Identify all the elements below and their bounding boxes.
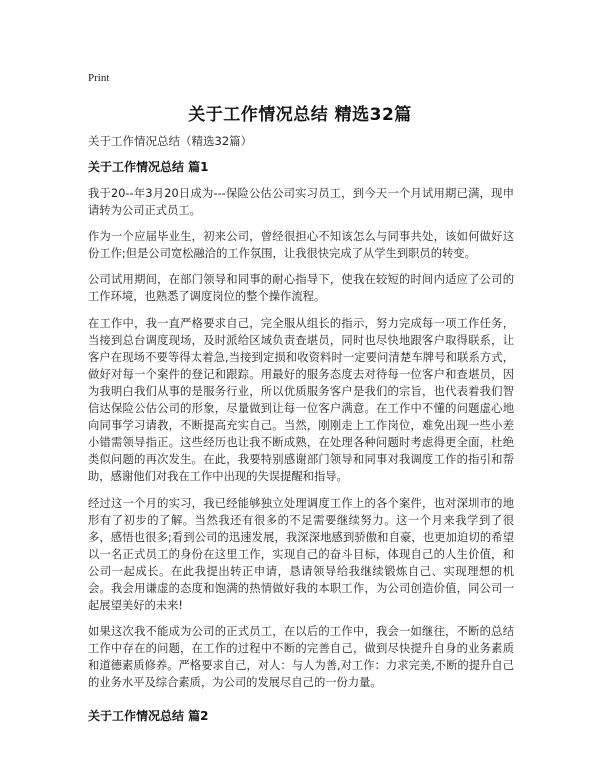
document-subtitle: 关于工作情况总结（精选32篇） [88, 134, 253, 148]
paragraph-6: 如果这次我不能成为公司的正式员工，在以后的工作中，我会一如继往，不断的总结工作中存在的问题，在工作的过程中不断的完善自己，做到尽快提升自身的业务素质和道德素质修养。严格要求自己，对人：与人为善,对工作：力求完美,不断的提升自己的业务水平及综合素质，为公司的发展尽自己的一份力量。 [88, 625, 514, 690]
section-heading-1: 关于工作情况总结 篇1 [88, 160, 209, 174]
document-body [88, 158, 514, 734]
paragraph-3: 公司试用期间，在部门领导和同事的耐心指导下，使我在较短的时间内适应了公司的工作环境，也熟悉了调度岗位的整个操作流程。 [88, 273, 514, 304]
paragraph-2: 作为一个应届毕业生，初来公司，曾经很担心不知该怎么与同事共处，该如何做好这份工作;但是公司宽松融洽的工作氛围，让我很快完成了从学生到职员的转变。 [88, 230, 514, 261]
section-heading-2: 关于工作情况总结 篇2 [88, 708, 209, 723]
print-label: Print [88, 72, 110, 84]
paragraph-1: 我于20--年3月20日成为---保险公估公司实习员工，到今天一个月试用期已满，现申请转为公司正式员工。 [88, 187, 514, 218]
page-title: 关于工作情况总结 精选32篇 [188, 105, 412, 125]
paragraph-5: 经过这一个月的实习，我已经能够独立处理调度工作上的各个案件，也对深圳市的地形有了初步的了解。当然我还有很多的不足需要继续努力。这一个月来我学到了很多，感悟也很多;看到公司的迅速发展，我深深地感到骄傲和自豪，也更加迫切的希望以一名正式员工的身份在这里工作，实现自己的奋斗目标，体现自己的人生价值，和公司一起成长。在此我提出转正申请，恳请领导给我继续锻炼自己、实现理想的机会。我会用谦虚的态度和饱满的热情做好我的本职工作，为公司创造价值，同公司一起展望美好的未来! [88, 496, 514, 613]
paragraph-4: 在工作中，我一直严格要求自己，完全服从组长的指示，努力完成每一项工作任务，当接到总台调度现场，及时派给区域负责查堪员，同时也尽快地跟客户取得联系，让客户在现场不要等得太着急,当接到定损和收资料时一定要问清楚车牌号和联系方式，做好对每一个案件的登记和跟踪。用最好的服务态度去对待每一位客户和查堪员，因为我明白我们从事的是服务行业，所以优质服务客户是我们的宗旨，也代表着我们智信达保险公估公司的形象，尽量做到让每一位客户满意。在工作中不懂的问题虚心地向同事学习请教，不断提高充实自己。当然，刚刚走上工作岗位，难免出现一些小差小错需领导指正。这些经历也让我不断成熟，在处理各种问题时考虑得更全面，杜绝类似问题的再次发生。在此，我要特别感谢部门领导和同事对我调度工作的指引和帮助，感谢他们对我在工作中出现的失误提醒和指导。 [88, 316, 514, 484]
